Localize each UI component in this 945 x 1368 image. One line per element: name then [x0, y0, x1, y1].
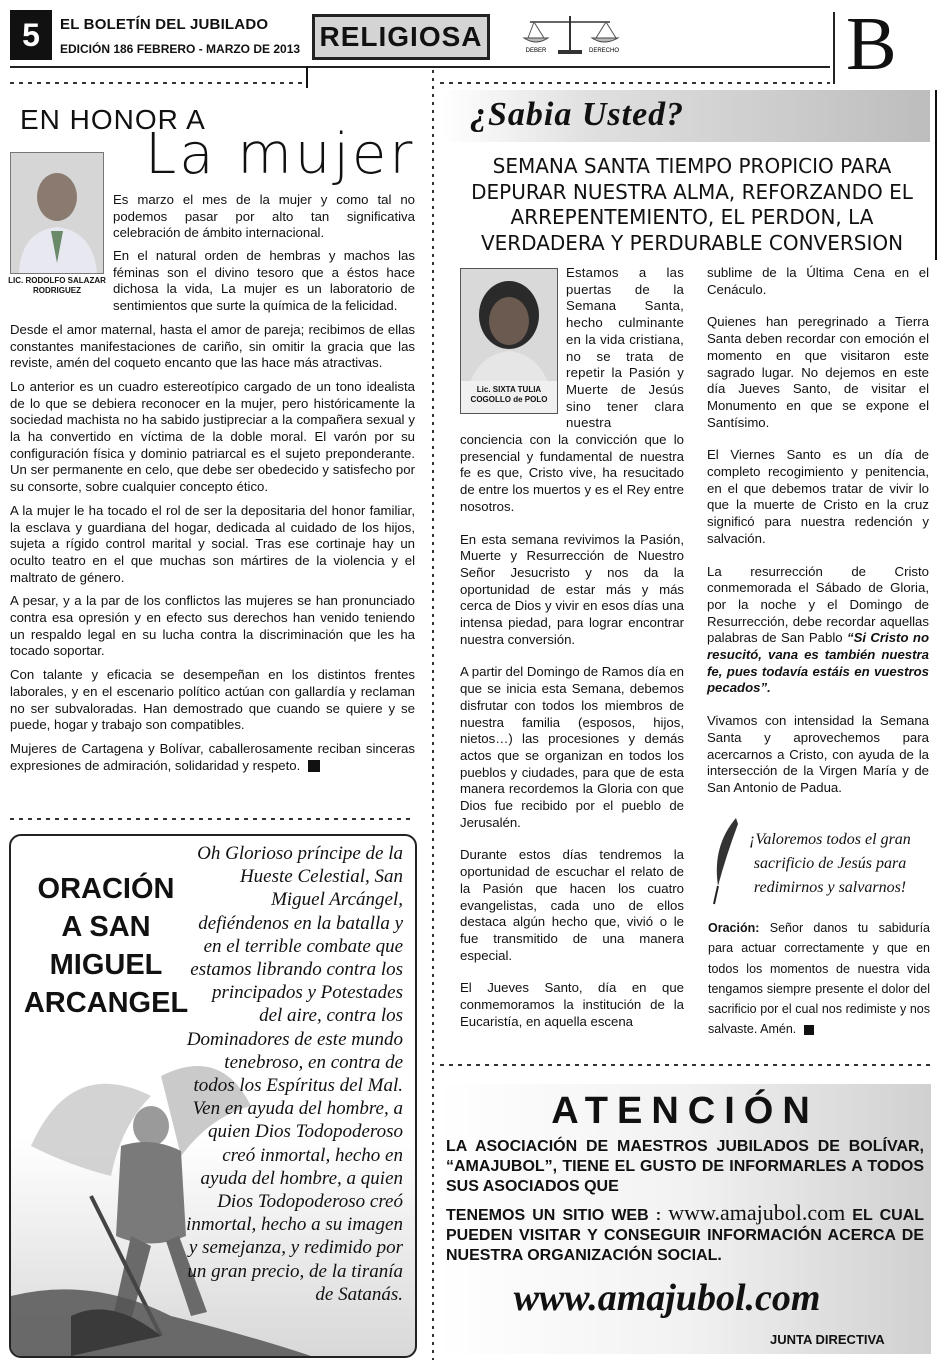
- scripture-quote: “Si Cristo no resucitó, vana es también nuestra fe, pues todavía estáis en vuestros pecados”.: [707, 630, 929, 696]
- publication-name: EL BOLETÍN DEL JUBILADO: [60, 16, 269, 33]
- dotted-rule: [10, 82, 306, 84]
- scale-label-left: DEBER: [525, 48, 547, 54]
- prayer-title-line: ORACIÓN: [37, 873, 175, 905]
- paragraph: Es marzo el mes de la mujer y como tal no podemos pasar por alto tan significativa celebración de ámbito internacional.: [113, 192, 415, 241]
- notice-text: EL CUAL PUEDEN VISITAR Y CONSEGUIR INFORMACIÓN ACERCA DE NUESTRA ORGANIZACIÓN SOCIAL.: [446, 1207, 925, 1264]
- paragraph: Durante estos días tendremos la oportunidad de escuchar el relato de la Pasión que hacen los cuatro evangelistas, cada uno de ellos destaca algún hecho que, vivió o le fue transmitido de una manera especial.: [460, 847, 684, 963]
- prayer-text: Señor danos tu sabiduría para actuar correctamente y que en todos los momentos de nuestra vida tengamos siempre presente el dolor del sacrificio por el cual nos redimiste y nos salvaste. Amén.: [708, 921, 930, 1037]
- article-column-1: [460, 432, 684, 1047]
- scale-label-right: DERECHO: [588, 48, 620, 54]
- website-link-large[interactable]: www.amajubol.com: [513, 1277, 821, 1319]
- paragraph: Quienes han peregrinado a Tierra Santa deben recordar con emoción el momento en que visitaron este sagrado lugar. No dejemos en este día Jueves Santo, de visitar el Monumento en que se expone el Santísimo.: [707, 314, 929, 430]
- section-title: RELIGIOSA: [312, 14, 490, 60]
- paragraph: El Viernes Santo es un día de completo recogimiento y penitencia, en el que debemos tratar de vivir lo que la muerte de Cristo en la cruz significó para nuestra redención y salvación.: [707, 447, 929, 546]
- paragraph: En el natural orden de hembras y machos las féminas son el divino tesoro que a éstos hace dichosa la vida, La mujer es un laboratorio de sentimientos que surte la química de la felicidad.: [113, 248, 415, 314]
- article-kicker: ¿Sabia Usted?: [470, 96, 685, 133]
- prayer-label: Oración:: [708, 921, 760, 935]
- author-caption: Lic. SIXTA TULIA COGOLLO de POLO: [470, 385, 548, 404]
- end-mark-icon: [804, 1025, 814, 1035]
- prayer-title-line: ARCANGEL: [23, 987, 189, 1019]
- pull-quote: ¡Valoremos todos el gran sacrificio de Jesús para redimirnos y salvarnos!: [749, 831, 911, 896]
- prayer-title-line: A SAN MIGUEL: [49, 911, 163, 981]
- paragraph: Vivamos con intensidad la Semana Santa y aprovechemos para acercarnos a Cristo, con ayuda de la intersección de la Virgen María y de San Antonio de Padua.: [707, 713, 929, 795]
- edge-bar: [935, 90, 937, 260]
- article-column-2: [707, 265, 929, 813]
- paragraph: conciencia con la convicción que lo presencial y fundamental de nuestra fe es que, Cristo vive, ha resucitado de entre los muertos y es el Rey entre nosotros.: [460, 432, 684, 514]
- paragraph: sublime de la Última Cena en el Cenáculo.: [707, 265, 929, 297]
- article-title: La mujer: [145, 122, 416, 187]
- paragraph: Lo anterior es un cuadro estereotípico cargado de un tono idealista de lo que se debiera reconocer en la mujer, pero históricamente la sociedad machista no ha sabido justipreciar a la compañera sexual y la ha convertido en víctima de la doble moral. El varón por su configuración física y dominio patriarcal es el sujeto preponderante. Un ser permanente en celo, que debe ser obedecido y satisfecho por su consorte, sobre cualquier concepto ético.: [10, 378, 415, 495]
- page-number: 5: [10, 10, 52, 60]
- article-intro: Estamos a las puertas de la Semana Santa, hecho culminante en la vida cristiana, no se trata de repetir la Pasión y Muerte de Jesús sino tener clara nuestra: [566, 265, 684, 431]
- end-mark-icon: [308, 760, 320, 772]
- article-lead: [113, 192, 415, 249]
- edition-info: EDICIÓN 186 FEBRERO - MARZO DE 2013: [60, 42, 301, 56]
- scale-of-justice-icon: [520, 12, 620, 58]
- article-kicker: EN HONOR A: [20, 104, 206, 135]
- author-caption: LIC. RODOLFO SALAZAR RODRIGUEZ: [8, 276, 106, 295]
- prayer-title: [14, 870, 198, 1022]
- prayer-text: Oh Glorioso príncipe de la Hueste Celestial, San Miguel Arcángel, defiéndenos en la batalla y en el terrible combate que estamos librando contra los principados y Potestades del aire, contra los Dominadores de este mundo tenebroso, en contra de todos los Espíritus del Mal. Ven en ayuda del hombre, a quien Dios Todopoderoso creó inmortal, hecho en ayuda del hombre, a quien Dios Todopoderoso creó inmortal, hecho a su imagen y semejanza, y redimido por un gran precio, de la tiranía de Satanás.: [186, 843, 403, 1305]
- paragraph: Con talante y eficacia se desempeñan en los distintos frentes laborales, y en el escenario político actúan con gallardía y reclaman no ser subvaloradas. Han demostrado que cuando se quiere y se puede, hogar y trabajo son compatibles.: [10, 667, 415, 733]
- paragraph: A pesar, y a la par de los conflictos las mujeres se han pronunciado contra esa opresión y en efecto sus derechos han venido teniendo un respaldo legal en su lucha contra la discriminación que les ha tocado soportar.: [10, 593, 415, 659]
- corner-mark: [306, 66, 308, 88]
- paragraph: [707, 564, 929, 698]
- notice-signature: JUNTA DIRECTIVA: [770, 1332, 885, 1347]
- notice-text: TENEMOS UN SITIO WEB :: [446, 1207, 669, 1224]
- notice-paragraph: [446, 1200, 924, 1266]
- paragraph-closing: [10, 741, 415, 774]
- dotted-rule: [440, 1064, 930, 1066]
- header-divider: [833, 12, 835, 84]
- dotted-rule: [10, 818, 414, 820]
- website-link[interactable]: www.amajubol.com: [668, 1200, 846, 1225]
- paragraph: El Jueves Santo, día en que conmemoramos la institución de la Eucaristía, en aquella escena: [460, 980, 684, 1029]
- closing-prayer: [708, 918, 930, 1040]
- dotted-rule: [440, 82, 830, 84]
- author-photo: [460, 268, 558, 414]
- corner-letter: B: [846, 2, 897, 86]
- paragraph: En esta semana revivimos la Pasión, Muerte y Resurrección de Nuestro Señor Jesucristo y nos da la oportunidad de estar más y más cerca de Dios y vivir en esos días una intensa piedad, para lograr encontrar nuestra conversión.: [460, 531, 684, 647]
- header-rule: [10, 66, 830, 68]
- notice-title: ATENCIÓN: [551, 1090, 819, 1132]
- paragraph: Desde el amor maternal, hasta el amor de pareja; recibimos de ellas constantes manifestaciones de cariño, sin omitir la gracia que las reviste, amén del coqueto encanto que las hace más atractivas.: [10, 321, 415, 371]
- article-headline: SEMANA SANTA TIEMPO PROPICIO PARA DEPURAR NUESTRA ALMA, REFORZANDO EL ARREPENTEMIENTO, EL PERDON, LA VERDADERA Y PERDURABLE CONVERSION: [471, 154, 913, 255]
- article-body: [10, 248, 415, 781]
- paragraph: A partir del Domingo de Ramos día en que se inicia esta Semana, debemos disfrutar con todos los miembros de nuestra familia (esposos, hijos, nietos…) las procesiones y demás actos que se organizan en todos los pueblos y ciudades, para que de esta manera recordemos la Gloria con que Dios fue recibido por el pueblo de Jerusalén.: [460, 664, 684, 830]
- column-separator: [432, 70, 434, 1360]
- notice-paragraph: LA ASOCIACIÓN DE MAESTROS JUBILADOS DE BOLÍVAR, “AMAJUBOL”, TIENE EL GUSTO DE INFORMARLES A TODOS SUS ASOCIADOS QUE: [446, 1138, 924, 1195]
- paragraph: A la mujer le ha tocado el rol de ser la depositaria del honor familiar, la esclava y guardiana del hogar, dedicada al cuidado de los hijos, sujeta a rígido control marital y social. Tras ese cortinaje hay un oculto teatro en el que muchas son mártires de la violencia y el maltrato de género.: [10, 502, 415, 585]
- quill-pen-icon: [708, 816, 742, 908]
- paragraph-text: La resurrección de Cristo conmemorada el Sábado de Gloria, por la noche y el Domingo de Resurrección, debe recordar aquellas palabras de San Pablo: [707, 563, 929, 646]
- paragraph-text: Mujeres de Cartagena y Bolívar, caballerosamente reciban sinceras expresiones de admiración, solidaridad y respeto.: [10, 740, 415, 773]
